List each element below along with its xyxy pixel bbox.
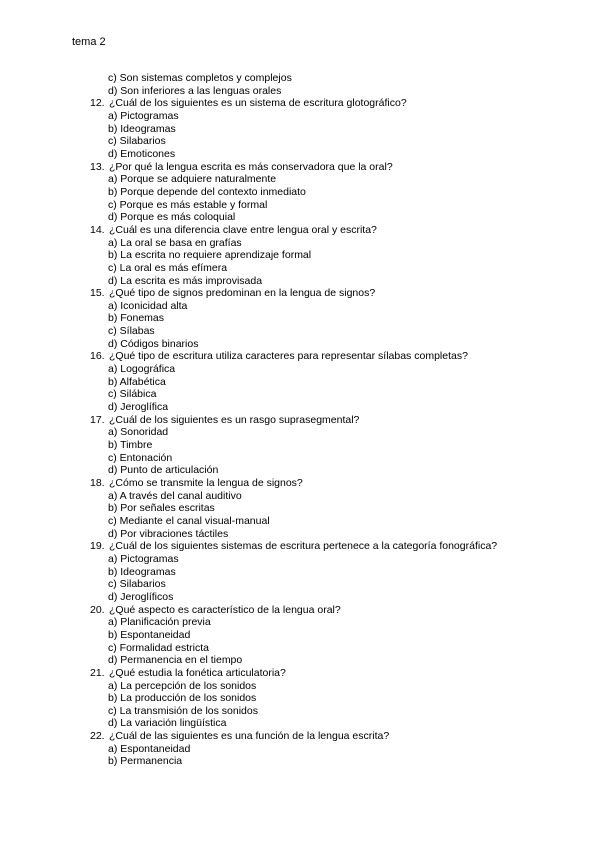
- question-line: [0, 161, 600, 174]
- answer-option: b) Timbre: [108, 439, 153, 452]
- question-line: [0, 287, 600, 300]
- page-header-title: tema 2: [72, 36, 106, 48]
- answer-option: a) Pictogramas: [108, 552, 179, 565]
- answer-option: a) Espontaneidad: [108, 742, 191, 755]
- question-text: ¿Cuál de los siguientes es un sistema de escritura glotográfico?: [109, 97, 407, 110]
- question-number: 18.: [90, 477, 105, 489]
- answer-option: d) Jeroglífica: [108, 401, 169, 414]
- answer-option: c) Entonación: [108, 451, 173, 464]
- question-line: [0, 667, 600, 680]
- answer-option: d) La escrita es más improvisada: [108, 274, 263, 287]
- question-number: 19.: [90, 540, 105, 553]
- answer-option: b) Por señales escritas: [108, 502, 215, 515]
- question-text: ¿Cuál de las siguientes es una función de la lengua escrita?: [109, 730, 390, 743]
- answer-option: c) Silabarios: [108, 135, 166, 148]
- answer-option: d) La variación lingüística: [108, 717, 227, 730]
- question-text: ¿Cuál de los siguientes es un rasgo suprasegmental?: [109, 413, 360, 426]
- question-text: ¿Qué tipo de escritura utiliza caracteres para representar sílabas completas?: [109, 350, 468, 363]
- question-text: ¿Qué tipo de signos predominan en la lengua de signos?: [109, 287, 376, 300]
- answer-option: a) Sonoridad: [108, 426, 169, 439]
- question-text: ¿Qué aspecto es característico de la lengua oral?: [109, 603, 341, 616]
- question-number: 20.: [90, 603, 105, 616]
- question-number: 17.: [90, 413, 105, 426]
- question-line: [0, 224, 600, 237]
- question-text: ¿Cuál de los siguientes sistemas de escritura pertenece a la categoría fonográfica?: [109, 540, 498, 553]
- answer-option: c) Son sistemas completos y complejos: [108, 72, 292, 84]
- answer-option: a) A través del canal auditivo: [108, 489, 242, 502]
- question-line: [0, 97, 600, 110]
- answer-option: d) Jeroglíficos: [108, 590, 174, 603]
- question-number: 15.: [90, 287, 105, 300]
- answer-option: b) Espontaneidad: [108, 628, 191, 641]
- answer-option: b) La producción de los sonidos: [108, 692, 257, 705]
- answer-option: a) La percepción de los sonidos: [108, 679, 257, 692]
- answer-option: d) Por vibraciones táctiles: [108, 527, 229, 540]
- question-text: ¿Cómo se transmite la lengua de signos?: [109, 477, 303, 489]
- answer-option: c) Silábica: [108, 388, 157, 401]
- answer-option: b) Ideogramas: [108, 122, 176, 135]
- answer-option: d) Códigos binarios: [108, 337, 199, 350]
- answer-option: c) Formalidad estricta: [108, 641, 209, 654]
- answer-option: b) Permanencia: [108, 755, 183, 768]
- question-text: ¿Qué estudia la fonética articulatoria?: [109, 666, 286, 679]
- question-number: 16.: [90, 350, 105, 363]
- question-text: ¿Cuál es una diferencia clave entre lengua oral y escrita?: [109, 223, 377, 236]
- answer-option: b) Fonemas: [108, 312, 165, 325]
- question-line: [0, 604, 600, 617]
- answer-option: c) La transmisión de los sonidos: [108, 704, 258, 717]
- document-body: [0, 72, 600, 768]
- answer-option: a) Porque se adquiere naturalmente: [108, 173, 277, 186]
- answer-option: a) Pictogramas: [108, 109, 179, 122]
- answer-option: c) Sílabas: [108, 325, 155, 338]
- answer-option: b) Porque depende del contexto inmediato: [108, 185, 306, 198]
- question-line: [0, 350, 600, 363]
- answer-option: c) Mediante el canal visual-manual: [108, 514, 270, 527]
- question-number: 13.: [90, 160, 105, 173]
- question-line: [0, 730, 600, 743]
- answer-option: d) Permanencia en el tiempo: [108, 654, 243, 667]
- answer-option: d) Punto de articulación: [108, 464, 219, 477]
- question-number: 12.: [90, 97, 105, 110]
- answer-option: d) Porque es más coloquial: [108, 211, 236, 224]
- answer-option: d) Emoticones: [108, 147, 176, 160]
- answer-option: a) Planificación previa: [108, 616, 211, 629]
- answer-option: c) La oral es más efímera: [108, 261, 228, 274]
- answer-option: b) La escrita no requiere aprendizaje formal: [108, 249, 312, 262]
- question-line: [0, 540, 600, 553]
- answer-option: b) Ideogramas: [108, 565, 176, 578]
- answer-option: a) Iconicidad alta: [108, 299, 188, 312]
- answer-option: d) Son inferiores a las lenguas orales: [108, 84, 282, 97]
- answer-option: b) Alfabética: [108, 375, 166, 388]
- question-line: [0, 477, 600, 490]
- answer-option: c) Porque es más estable y formal: [108, 198, 268, 211]
- answer-option: a) Logográfica: [108, 363, 176, 376]
- question-number: 22.: [90, 730, 105, 743]
- question-line: [0, 414, 600, 427]
- question-number: 21.: [90, 666, 105, 679]
- question-number: 14.: [90, 223, 105, 236]
- question-text: ¿Por qué la lengua escrita es más conservadora que la oral?: [109, 160, 393, 173]
- answer-option: a) La oral se basa en grafías: [108, 236, 242, 249]
- answer-option: c) Silabarios: [108, 578, 166, 591]
